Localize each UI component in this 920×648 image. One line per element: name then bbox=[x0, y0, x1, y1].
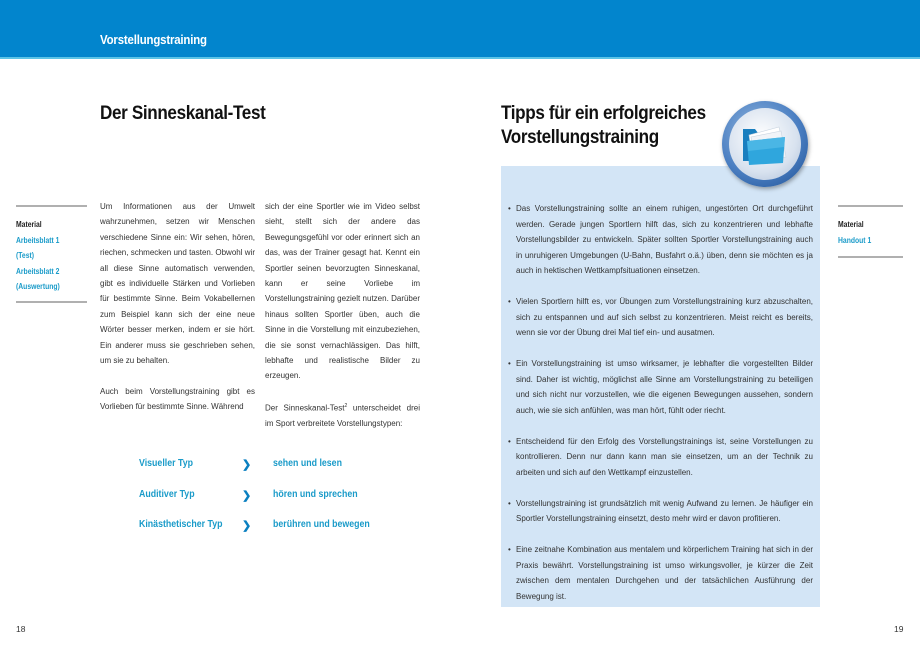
tip-item: • Vielen Sportlern hilft es, vor Übungen zum Vorstellungstraining kurz abzuschalten, sich zu entspannen und auf sich selbst zu konzentrieren. Meist reicht es bereits, wenn sie vor der Übung drei Mal tief ein- und ausatmen. bbox=[508, 294, 813, 341]
paragraph-test-intro: Der Sinneskanal-Test$^2$ unterscheidet drei im Sport verbreitete Vorstellungstypen: bbox=[265, 403, 420, 429]
material-heading: Material bbox=[16, 220, 42, 229]
bullet: • bbox=[508, 545, 511, 554]
paragraph: Auch beim Vorstellungstraining gibt es Vorlieben für bestimmte Sinne. Während bbox=[100, 386, 255, 412]
body-column-1 bbox=[100, 199, 255, 430]
material-link-handout-1[interactable]: Handout 1 bbox=[838, 235, 872, 245]
body-column-2 bbox=[265, 199, 420, 447]
page-number-right: 19 bbox=[894, 624, 904, 634]
type-description: sehen und lesen bbox=[273, 458, 342, 469]
sidebar-rule-top-right bbox=[838, 205, 903, 207]
page-title-right: Tipps für ein erfolgreiches Vorstellungstraining bbox=[501, 103, 706, 148]
sidebar-rule-bottom-right bbox=[838, 256, 903, 258]
material-sidebar-right bbox=[838, 217, 871, 248]
type-description: hören und sprechen bbox=[273, 488, 358, 500]
header-bar bbox=[0, 0, 920, 59]
sidebar-rule-top-left bbox=[16, 205, 87, 207]
page-title-left: Der Sinneskanal-Test bbox=[100, 103, 266, 124]
page-number-left: 18 bbox=[16, 624, 26, 634]
paragraph: Um Informationen aus der Umwelt wahrzunehmen, setzen wir Menschen verschiedene Sinne ein: Wir sehen, hören, riechen, schmecken und tasten. Obwohl wir all diese Sinne automatisch verwenden, gibt es individuelle Stärken und Vorlieben für bestimmte Sinne. Beim Vokabellernen zum Beispiel kann sich der eine neue Wörter besser merken, indem er sie hört. Ein anderer muss sie geschrieben sehen, um sie zu behalten. bbox=[100, 202, 255, 366]
material-link-arbeitsblatt-1[interactable]: Arbeitsblatt 1 bbox=[16, 235, 60, 245]
chevron-right-icon: ❯ bbox=[242, 520, 252, 532]
type-description: berühren und bewegen bbox=[273, 519, 370, 530]
bullet: • bbox=[508, 297, 511, 306]
material-link-arbeitsblatt-2[interactable]: Arbeitsblatt 2 bbox=[16, 266, 60, 276]
tips-list bbox=[508, 201, 813, 620]
folder-icon bbox=[722, 101, 808, 187]
type-name: Kinästhetischer Typ bbox=[139, 519, 223, 530]
type-name: Auditiver Typ bbox=[139, 488, 195, 500]
section-title: Vorstellungstraining bbox=[100, 32, 207, 47]
tip-item: • Das Vorstellungstraining sollte an einem ruhigen, ungestörten Ort durchgeführt werden. Gerade jungen Sportlern hilft das, sich zu konzentrieren und lebhafte Vorstellungsbilder zu entwickeln. Später sollten Sportler Vorstellungstraining auch in unruhigeren Umgebungen (U-Bahn, Busfahrt o.ä.) üben, denn sie möchten es ja auch in hektischen Wettkampfsituationen einsetzen. bbox=[508, 201, 813, 279]
footnote-marker: 2 bbox=[344, 403, 348, 410]
tip-item: • Vorstellungstraining ist grundsätzlich mit wenig Aufwand zu lernen. Je häufiger ein Sportler Vorstellungstraining einsetzt, desto mehr wird er davon profitieren. bbox=[508, 496, 813, 527]
material-sidebar-left bbox=[16, 217, 60, 295]
bullet: • bbox=[508, 204, 511, 213]
paragraph: sich der eine Sportler wie im Video selbst sieht, stellt sich der andere das Bewegungsgefühl vor oder erinnert sich an das, was der Trainer gesagt hat. Kennt ein Sportler seinen bevorzugten Sinneskanal, kann er seine Vorliebe im Vorstellungstraining gezielt nutzen. Darüber hinaus sollten Sportler üben, auch die Sinne in die Vorstellung mit einzubeziehen, die sie sonst vernachlässigen. Das hilft, lebhafte und realistische Bilder zu erzeugen. bbox=[265, 202, 420, 381]
tip-item: • Ein Vorstellungstraining ist umso wirksamer, je lebhafter die vorgestellten Bilder sind. Daher ist wichtig, möglichst alle Sinne am Vorstellungstraining zu beteiligen und sich nicht nur vorzustellen, wie die eigenen Bewegungen aussehen, sondern auch, wie sie sich anfühlen, was man hört, fühlt oder riecht. bbox=[508, 356, 813, 418]
bullet: • bbox=[508, 436, 511, 446]
material-link-test[interactable]: (Test) bbox=[16, 251, 35, 260]
chevron-right-icon: ❯ bbox=[242, 459, 252, 471]
sidebar-rule-bottom-left bbox=[16, 301, 87, 303]
chevron-right-icon: ❯ bbox=[242, 489, 252, 502]
material-link-auswertung[interactable]: (Auswertung) bbox=[16, 282, 60, 291]
type-name: Visueller Typ bbox=[139, 458, 193, 469]
bullet: • bbox=[508, 359, 511, 368]
material-heading: Material bbox=[838, 220, 864, 229]
tip-item: • Eine zeitnahe Kombination aus mentalem und körperlichem Training hat sich in der Praxis bewährt. Vorstellungstraining ist umso wirkungsvoller, je kürzer die Zeit zwischen dem mentalen Durchgehen und der tatsächlichen Ausführung der Bewegung ist. bbox=[508, 542, 813, 604]
tip-item: • Entscheidend für den Erfolg des Vorstellungstrainings ist, seine Vorstellungen zu kontrollieren. Denn nur dann kann man sie einsetzen, um an der Technik zu arbeiten und sich auf den Wettkampf einzustellen. bbox=[508, 434, 813, 481]
bullet: • bbox=[508, 498, 511, 508]
